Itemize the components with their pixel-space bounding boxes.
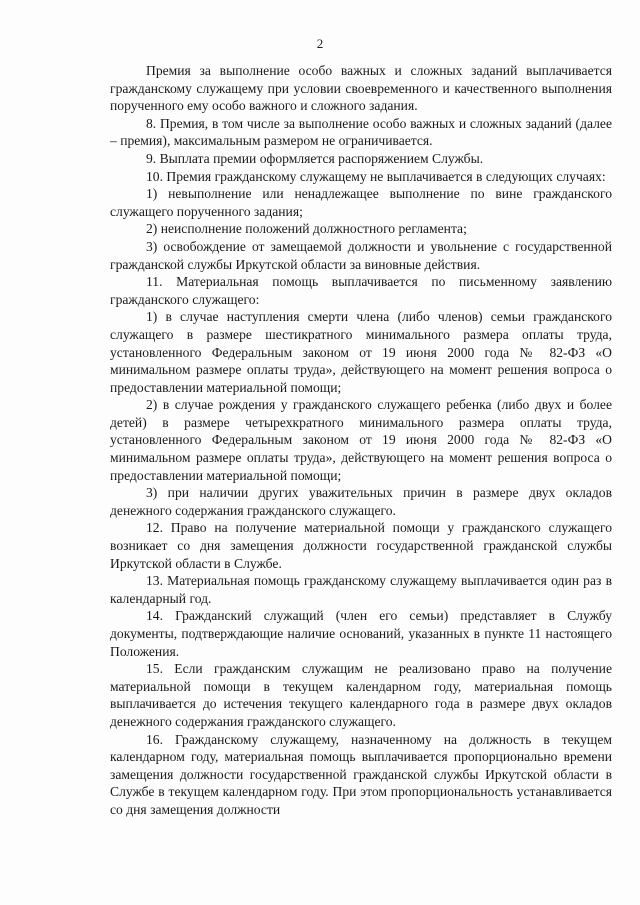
page-number: 2 — [316, 36, 324, 51]
paragraph-item-12: 12. Право на получение материальной помощи у гражданского служащего возникает со дня замещения должности государственной гражданской службы Иркутской области в Службе. — [110, 520, 612, 571]
paragraph-item-11-sub-2: 2) в случае рождения у гражданского служащего ребенка (либо двух и более детей) в размере четырехкратного минимального размера оплаты труда, установленного Федеральным законом от 19 июня 2000 года № 82-ФЗ «О минимальном размере оплаты труда», действующего на момент решения вопроса о предоставлении материальной помощи; — [110, 397, 612, 483]
paragraph-item-13: 13. Материальная помощь гражданскому служащему выплачивается один раз в календарный год. — [110, 573, 612, 606]
paragraph-item-10: 10. Премия гражданскому служащему не выплачивается в следующих случаях: — [146, 168, 606, 184]
paragraph-item-11-sub-3: 3) при наличии других уважительных причин в размере двух окладов денежного содержания гражданского служащего. — [110, 485, 612, 518]
paragraph-item-10-sub-1: 1) невыполнение или ненадлежащее выполнение по вине гражданского служащего порученного задания; — [110, 186, 612, 219]
paragraph-item-14: 14. Гражданский служащий (член его семьи) представляет в Службу документы, подтверждающие наличие оснований, указанных в пункте 11 настоящего Положения. — [110, 608, 612, 659]
paragraph-item-10-sub-3: 3) освобождение от замещаемой должности и увольнение с государственной гражданской службы Иркутской области за виновные действия. — [110, 238, 612, 272]
paragraph-item-8: 8. Премия, в том числе за выполнение особо важных и сложных заданий (далее – премия), максимальным размером не ограничивается. — [110, 115, 612, 149]
document-body — [110, 62, 612, 819]
paragraph-item-9: 9. Выплата премии оформляется распоряжением Службы. — [146, 150, 484, 166]
paragraph-item-15: 15. Если гражданским служащим не реализовано право на получение материальной помощи в текущем календарном году, материальная помощь выплачивается до истечения текущего календарного года в размере двух окладов денежного содержания гражданского служащего. — [110, 661, 612, 729]
paragraph-item-16: 16. Гражданскому служащему, назначенному на должность в текущем календарном году, материальная помощь выплачивается пропорционально времени замещения должности государственной гражданской службы Иркутской области в Службе в текущем календарном году. При этом пропорциональность устанавливается со дня замещения должности — [110, 731, 612, 817]
paragraph-premium-special-tasks: Премия за выполнение особо важных и сложных заданий выплачивается гражданскому служащему при условии своевременного и качественного выполнения порученного ему особо важного и сложного задания. — [110, 63, 612, 114]
paragraph-item-11-sub-1: 1) в случае наступления смерти члена (либо членов) семьи гражданского служащего в размере шестикратного минимального размера оплаты труда, установленного Федеральным законом от 19 июня 2000 года № 82-ФЗ «О минимальном размере оплаты труда», действующего на момент решения вопроса о предоставлении материальной помощи; — [110, 309, 612, 395]
paragraph-item-10-sub-2: 2) неисполнение положений должностного регламента; — [146, 221, 467, 237]
paragraph-item-11: 11. Материальная помощь выплачивается по письменному заявлению гражданского служащего: — [110, 274, 612, 307]
